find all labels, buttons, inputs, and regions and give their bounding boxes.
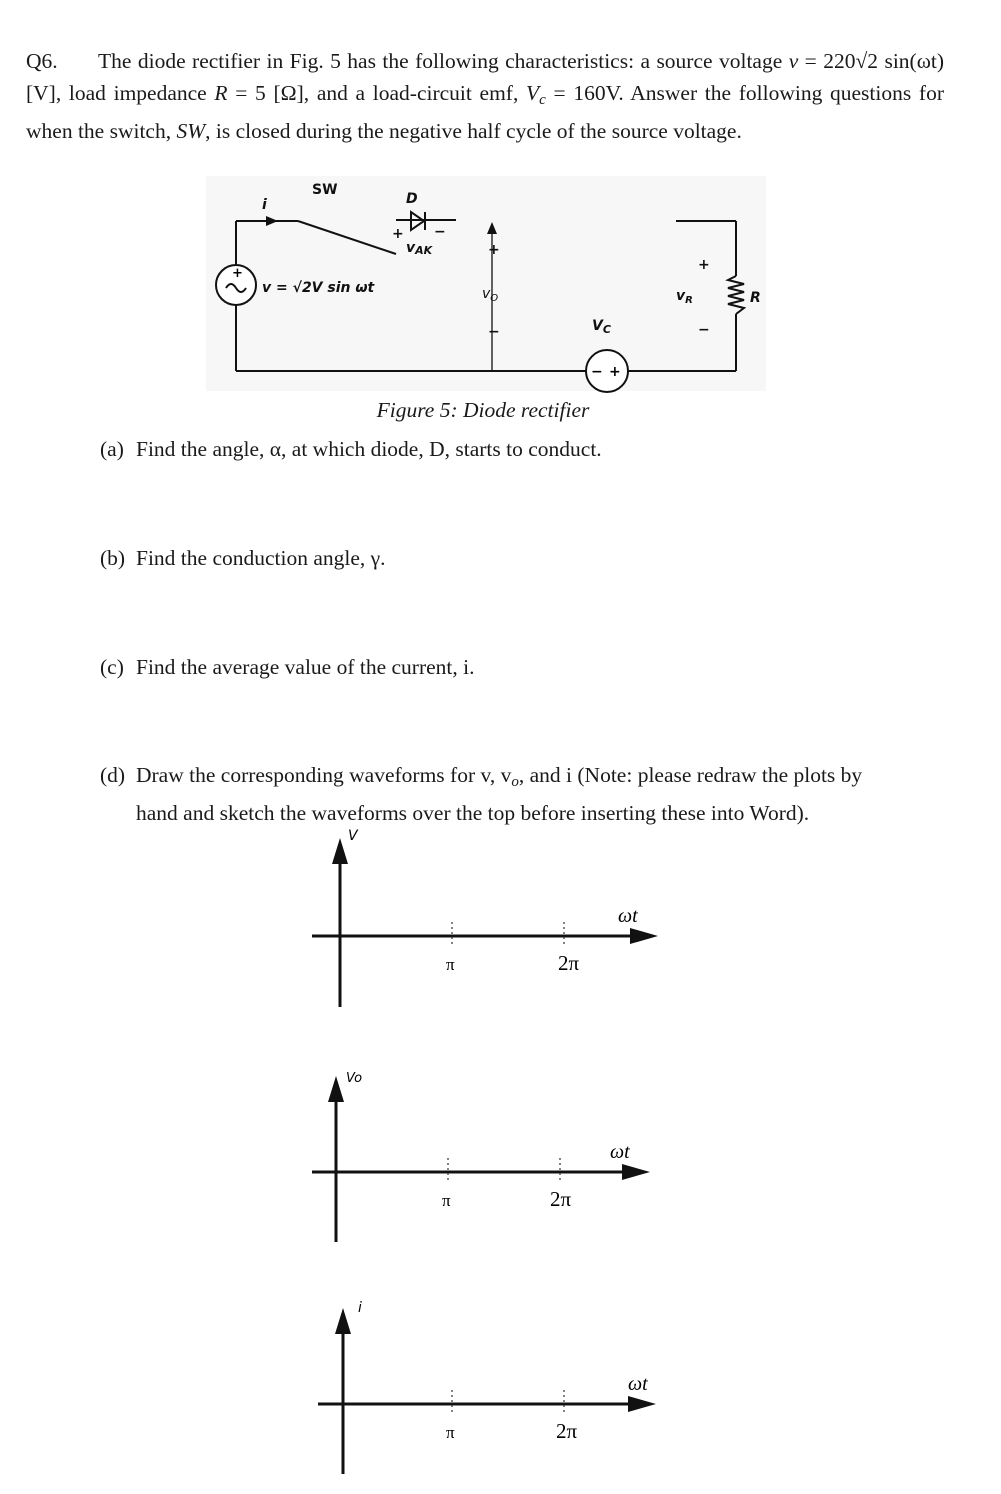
d-label: D bbox=[406, 191, 418, 207]
part-b bbox=[100, 543, 386, 574]
circuit-figure bbox=[206, 176, 766, 396]
plot-v-xlabel: ωt bbox=[618, 905, 638, 927]
x-arrow-icon bbox=[622, 1164, 650, 1180]
part-d-label: (d) bbox=[100, 763, 126, 787]
x-arrow-icon bbox=[630, 928, 658, 944]
part-d-text-2: , and i (Note: please redraw the plots by bbox=[518, 763, 863, 787]
part-d-text-3: hand and sketch the waveforms over the top before inserting these into Word). bbox=[136, 801, 810, 825]
vo-label: $v_O$ bbox=[482, 286, 499, 304]
y-arrow-icon bbox=[328, 1076, 344, 1102]
source-equation-label: v = √2V sin ωt bbox=[262, 280, 375, 296]
plot-vo-ylabel: Vo bbox=[346, 1071, 363, 1086]
figure-caption: Figure 5: Diode rectifier bbox=[376, 398, 590, 422]
question-text bbox=[26, 46, 944, 148]
plot-vo-axes bbox=[300, 1060, 680, 1250]
symbol-vc-sub: c bbox=[539, 91, 546, 108]
part-a bbox=[100, 434, 602, 465]
vo-plus: + bbox=[488, 242, 500, 258]
part-c bbox=[100, 652, 475, 683]
vr-label: $v_R$ bbox=[676, 288, 693, 306]
question-intro: The diode rectifier in Fig. 5 has the following characteristics: a source voltage bbox=[98, 49, 789, 73]
part-b-label: (b) bbox=[100, 546, 126, 570]
x-arrow-icon bbox=[628, 1396, 656, 1412]
vak-minus: − bbox=[434, 224, 446, 240]
plot-i bbox=[300, 1292, 680, 1482]
symbol-r: R bbox=[214, 80, 228, 105]
vr-plus: + bbox=[698, 257, 710, 273]
part-b-text: Find the conduction angle, γ. bbox=[136, 546, 386, 570]
vc-label: $V_C$ bbox=[592, 318, 611, 336]
part-c-text: Find the average value of the current, i. bbox=[136, 655, 475, 679]
part-d-sub: o bbox=[511, 774, 519, 790]
plot-v-tick2: 2π bbox=[558, 951, 580, 975]
vak-label: vAK bbox=[406, 240, 433, 257]
ac-plus: + bbox=[232, 266, 243, 281]
emf-value: = 160V. bbox=[545, 80, 624, 105]
vr-minus: − bbox=[698, 322, 710, 338]
source-equation: = 220√2 sin(ωt) [V], load impedance bbox=[26, 49, 944, 105]
question-end: , is closed during the negative half cycle of the source voltage. bbox=[205, 119, 742, 143]
plot-i-tick1: π bbox=[446, 1423, 455, 1442]
plot-v-ylabel: V bbox=[348, 828, 358, 844]
symbol-vc: V bbox=[526, 80, 540, 105]
plot-vo-tick2: 2π bbox=[550, 1187, 572, 1211]
plot-i-ylabel: i bbox=[358, 1300, 362, 1316]
plot-vo-tick1: π bbox=[442, 1191, 451, 1210]
plot-vo bbox=[300, 1060, 680, 1250]
vak-plus: + bbox=[392, 226, 404, 242]
circuit-diagram bbox=[206, 176, 766, 396]
plot-i-xlabel: ωt bbox=[628, 1373, 648, 1395]
part-d-text-1: Draw the corresponding waveforms for v, v bbox=[136, 763, 512, 787]
part-d bbox=[100, 760, 960, 829]
emf-minus: − bbox=[591, 364, 603, 380]
sw-label: SW bbox=[312, 182, 338, 198]
load-impedance: = 5 [Ω], and a load-circuit emf, bbox=[227, 80, 527, 105]
r-label: R bbox=[750, 290, 761, 306]
symbol-v: v bbox=[788, 49, 799, 73]
part-a-label: (a) bbox=[100, 437, 124, 461]
plot-v bbox=[300, 822, 680, 1012]
question-number: Q6. bbox=[26, 49, 58, 73]
plot-vo-xlabel: ωt bbox=[610, 1141, 630, 1163]
part-a-text: Find the angle, α, at which diode, D, starts to conduct. bbox=[136, 437, 602, 461]
symbol-sw: SW bbox=[176, 119, 206, 143]
emf-plus: + bbox=[609, 364, 621, 380]
question-middle: Answer the following questions for when the switch, bbox=[26, 80, 944, 143]
plot-v-axes bbox=[300, 822, 680, 1012]
plot-i-tick2: 2π bbox=[556, 1419, 578, 1443]
plot-i-axes bbox=[300, 1292, 680, 1482]
y-arrow-icon bbox=[335, 1308, 351, 1334]
part-c-label: (c) bbox=[100, 655, 124, 679]
y-arrow-icon bbox=[332, 838, 348, 864]
plot-v-tick1: π bbox=[446, 955, 455, 974]
vo-minus: − bbox=[488, 324, 500, 340]
i-label: i bbox=[262, 197, 267, 213]
